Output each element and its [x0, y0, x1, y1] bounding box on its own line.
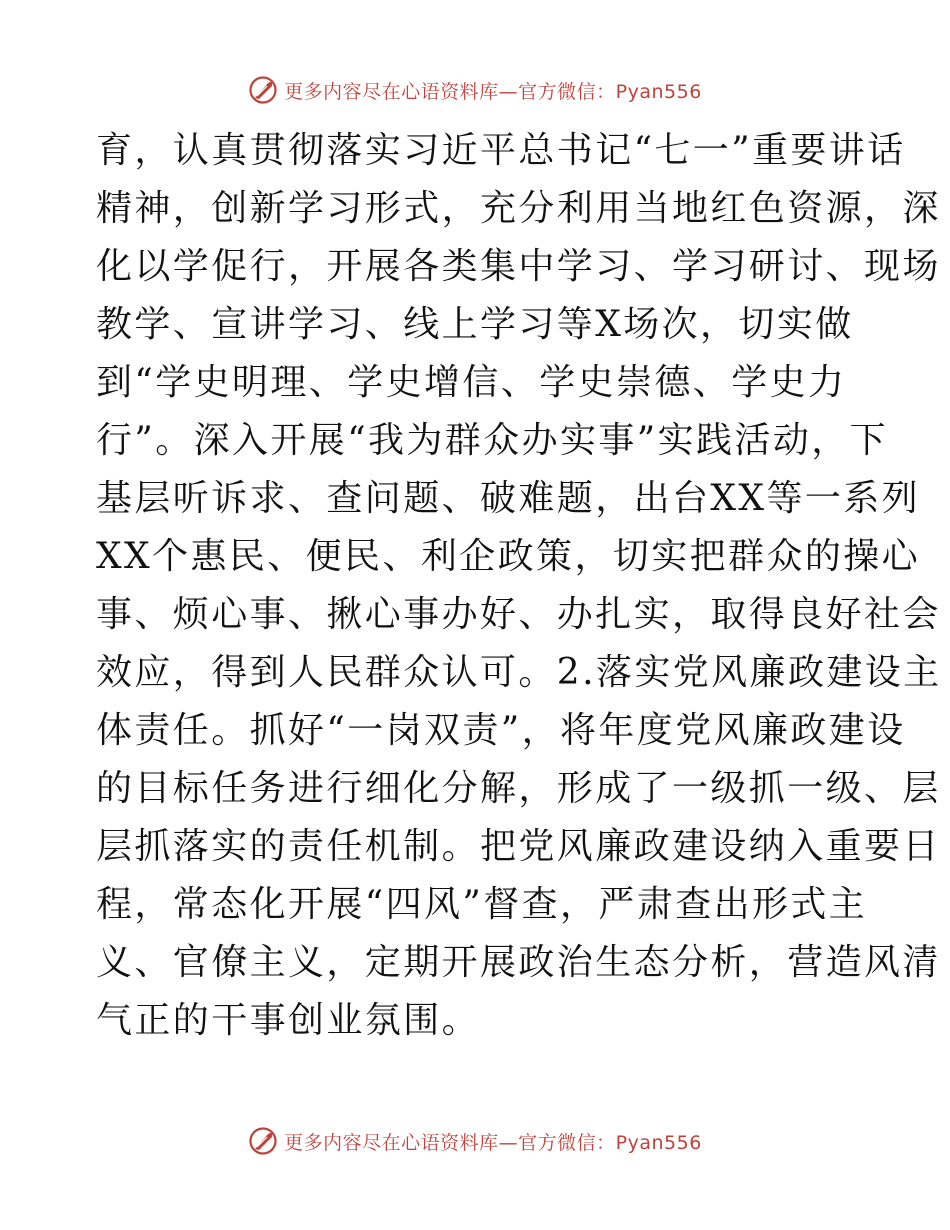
- body-line: 的目标任务进行细化分解，形成了一级抓一级、层: [96, 768, 941, 809]
- body-line: 教学、宣讲学习、线上学习等X场次，切实做: [96, 304, 854, 345]
- body-line: 事、烦心事、揪心事办好、办扎实，取得良好社会: [96, 594, 941, 635]
- body-line: 体责任。抓好“一岗双责”，将年度党风廉政建设: [96, 710, 906, 751]
- body-line: 行”。深入开展“我为群众办实事”实践活动，下: [96, 420, 889, 461]
- body-line: XX个惠民、便民、利企政策，切实把群众的操心: [96, 536, 921, 577]
- body-line: 义、官僚主义，定期开展政治生态分析，营造风清: [96, 942, 941, 983]
- quill-pen-logo-icon: [248, 75, 278, 105]
- watermark-text: 更多内容尽在心语资料库—官方微信：Pyan556: [284, 1131, 702, 1154]
- body-line: 气正的干事创业氛围。: [96, 1000, 481, 1041]
- body-line: 育，认真贯彻落实习近平总书记“七一”重要讲话: [96, 130, 906, 171]
- body-line: 化以学促行，开展各类集中学习、学习研讨、现场: [96, 246, 941, 287]
- watermark-text: 更多内容尽在心语资料库—官方微信：Pyan556: [284, 80, 702, 103]
- body-line: 基层听诉求、查问题、破难题，出台XX等一系列: [96, 478, 921, 519]
- body-line: 层抓落实的责任机制。把党风廉政建设纳入重要日: [96, 826, 941, 867]
- header-watermark: [0, 73, 950, 107]
- quill-pen-logo-icon: [248, 1126, 278, 1156]
- body-line: 到“学史明理、学史增信、学史崇德、学史力: [96, 362, 847, 403]
- body-line: 程，常态化开展“四风”督查，严肃查出形式主: [96, 884, 868, 925]
- document-body: [96, 122, 942, 1050]
- body-line: 效应，得到人民群众认可。2.落实党风廉政建设主: [96, 652, 942, 693]
- footer-watermark: [0, 1124, 950, 1158]
- body-line: 精神，创新学习形式，充分利用当地红色资源，深: [96, 188, 941, 229]
